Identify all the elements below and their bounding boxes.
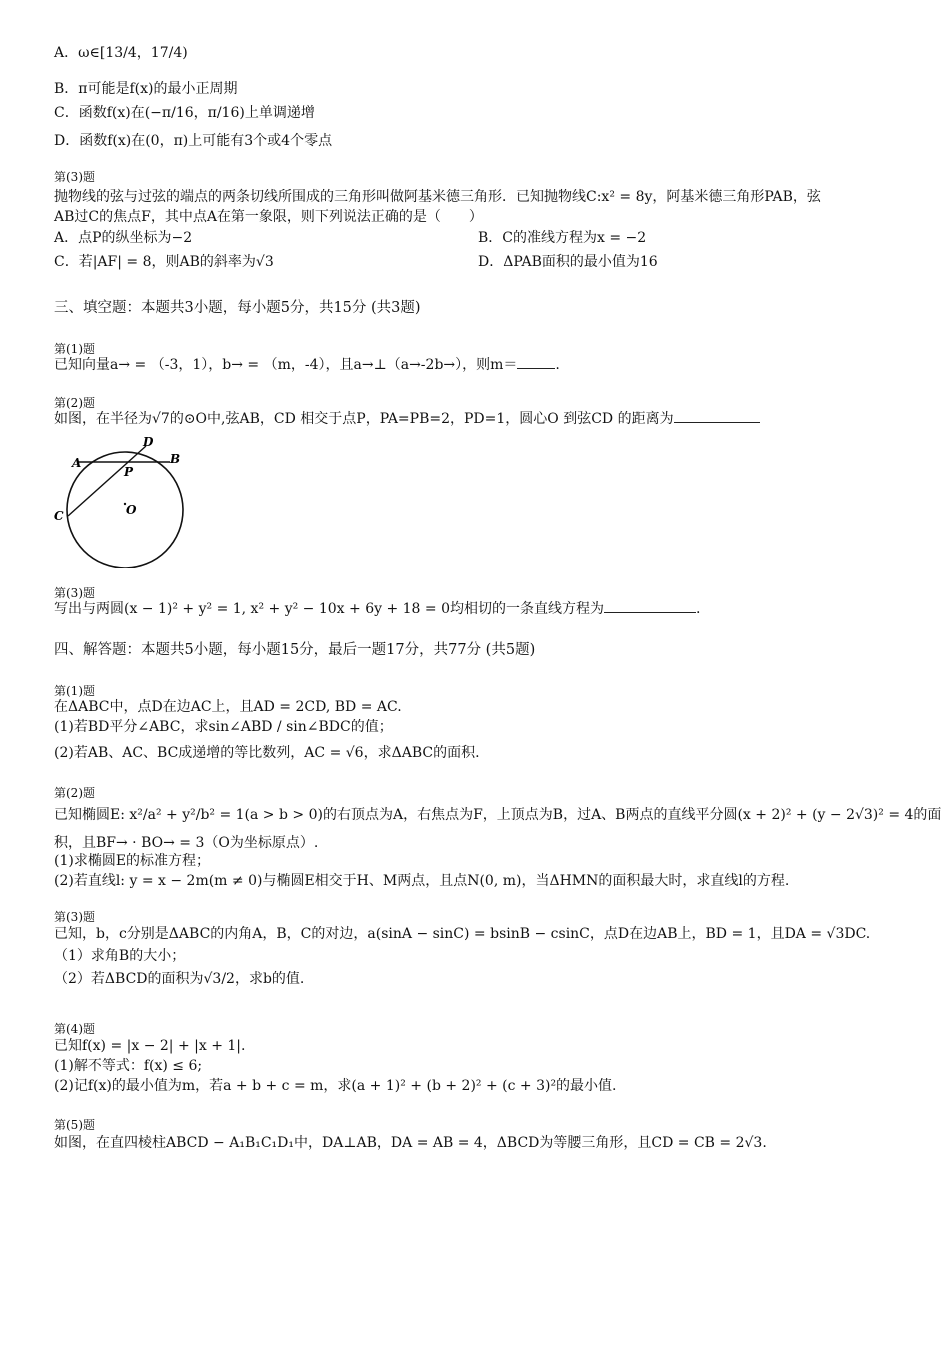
option-d: D．函数f(x)在(0，π)上可能有3个或4个零点 — [54, 133, 333, 149]
question-stem: 在ΔABC中，点D在边AC上，且AD = 2CD, BD = AC. — [54, 699, 402, 715]
question-part: (2)记f(x)的最小值为m，若a + b + c = m，求(a + 1)² + (b + 2)² + (c + 3)²的最小值. — [54, 1078, 617, 1094]
option-c: C．若|AF| = 8，则AB的斜率为√3 — [54, 254, 274, 270]
option-d: D．ΔPAB面积的最小值为16 — [478, 254, 658, 270]
question-number: 第(5)题 — [54, 1118, 95, 1132]
question-number: 第(4)题 — [54, 1022, 95, 1036]
question-number: 第(1)题 — [54, 684, 95, 698]
option-b: B．π可能是f(x)的最小正周期 — [54, 81, 238, 97]
section-title: 三、填空题：本题共3小题，每小题5分，共15分 (共3题) — [54, 300, 421, 316]
question-part: (2)若AB、AC、BC成递增的等比数列，AC = √6，求ΔABC的面积. — [54, 745, 480, 761]
question-text: 如图，在半径为√7的⊙O中,弦AB，CD 相交于点P，PA=PB=2，PD=1，圆心O 到弦CD 的距离为 — [54, 411, 674, 427]
question-part: （2）若ΔBCD的面积为√3/2，求b的值. — [54, 971, 305, 987]
question-part: (1)解不等式：f(x) ≤ 6; — [54, 1058, 203, 1074]
answer-blank — [674, 410, 760, 423]
question-stem: 写出与两圆(x − 1)² + y² = 1, x² + y² − 10x + 6y + 18 = 0均相切的一条直线方程为 . — [54, 601, 701, 617]
section-title: 四、解答题：本题共5小题，每小题15分，最后一题17分，共77分 (共5题) — [54, 642, 536, 658]
label-p: P — [124, 465, 134, 479]
question-text: 已知向量a→ = （-3，1），b→ = （m，-4），且a→⊥（a→-2b→），则m＝ — [54, 357, 518, 373]
question-text: 写出与两圆(x − 1)² + y² = 1, x² + y² − 10x + 6y + 18 = 0均相切的一条直线方程为 — [54, 601, 604, 617]
option-b: B．C的准线方程为x = −2 — [478, 230, 647, 246]
question-stem: 抛物线的弦与过弦的端点的两条切线所围成的三角形叫做阿基米德三角形．已知抛物线C:x² = 8y，阿基米德三角形PAB，弦 — [54, 189, 821, 205]
label-b: B — [170, 452, 181, 466]
circle-figure — [50, 432, 190, 568]
question-stem: 如图，在直四棱柱ABCD − A₁B₁C₁D₁中，DA⊥AB，DA = AB = 4，ΔBCD为等腰三角形，且CD = CB = 2√3. — [54, 1135, 767, 1151]
option-a: A．ω∈[13/4，17/4) — [54, 45, 188, 61]
question-stem: 已知椭圆E: x²/a² + y²/b² = 1(a > b > 0)的右顶点为A，右焦点为F，上顶点为B，过A、B两点的直线平分圆(x + 2)² + (y − 2√3)² = 4的面 — [54, 807, 942, 823]
question-stem: 已知，b，c分别是ΔABC的内角A，B，C的对边，a(sinA − sinC) = bsinB − csinC，点D在边AB上，BD = 1，且DA = √3DC. — [54, 926, 871, 942]
question-number: 第(3)题 — [54, 910, 95, 924]
question-part: (2)若直线l: y = x − 2m(m ≠ 0)与椭圆E相交于H、M两点，且点N(0, m)，当ΔHMN的面积最大时，求直线l的方程. — [54, 873, 790, 889]
question-number: 第(2)题 — [54, 786, 95, 800]
label-a: A — [72, 456, 82, 470]
question-stem: 已知向量a→ = （-3，1），b→ = （m，-4），且a→⊥（a→-2b→），则m＝ . — [54, 357, 560, 373]
question-stem: 已知f(x) = |x − 2| + |x + 1|. — [54, 1038, 246, 1054]
question-number: 第(3)题 — [54, 170, 95, 184]
question-number: 第(1)题 — [54, 342, 95, 356]
answer-blank — [604, 600, 696, 613]
question-stem — [54, 410, 760, 428]
question-part: (1)若BD平分∠ABC，求sin∠ABD / sin∠BDC的值； — [54, 719, 393, 735]
question-number: 第(3)题 — [54, 586, 95, 600]
answer-blank — [517, 356, 555, 369]
option-a: A．点P的纵坐标为−2 — [54, 230, 193, 246]
label-c: C — [54, 509, 64, 523]
question-number: 第(2)题 — [54, 396, 95, 410]
question-part: (1)求椭圆E的标准方程； — [54, 853, 211, 869]
question-part: （1）求角B的大小； — [54, 948, 186, 964]
question-stem: 积，且BF→ · BO→ = 3（O为坐标原点）. — [54, 835, 319, 851]
option-c: C．函数f(x)在(−π/16，π/16)上单调递增 — [54, 105, 315, 121]
label-d: D — [143, 435, 154, 449]
label-o: O — [126, 503, 137, 517]
question-stem: AB过C的焦点F，其中点A在第一象限，则下列说法正确的是（ ） — [54, 209, 483, 225]
